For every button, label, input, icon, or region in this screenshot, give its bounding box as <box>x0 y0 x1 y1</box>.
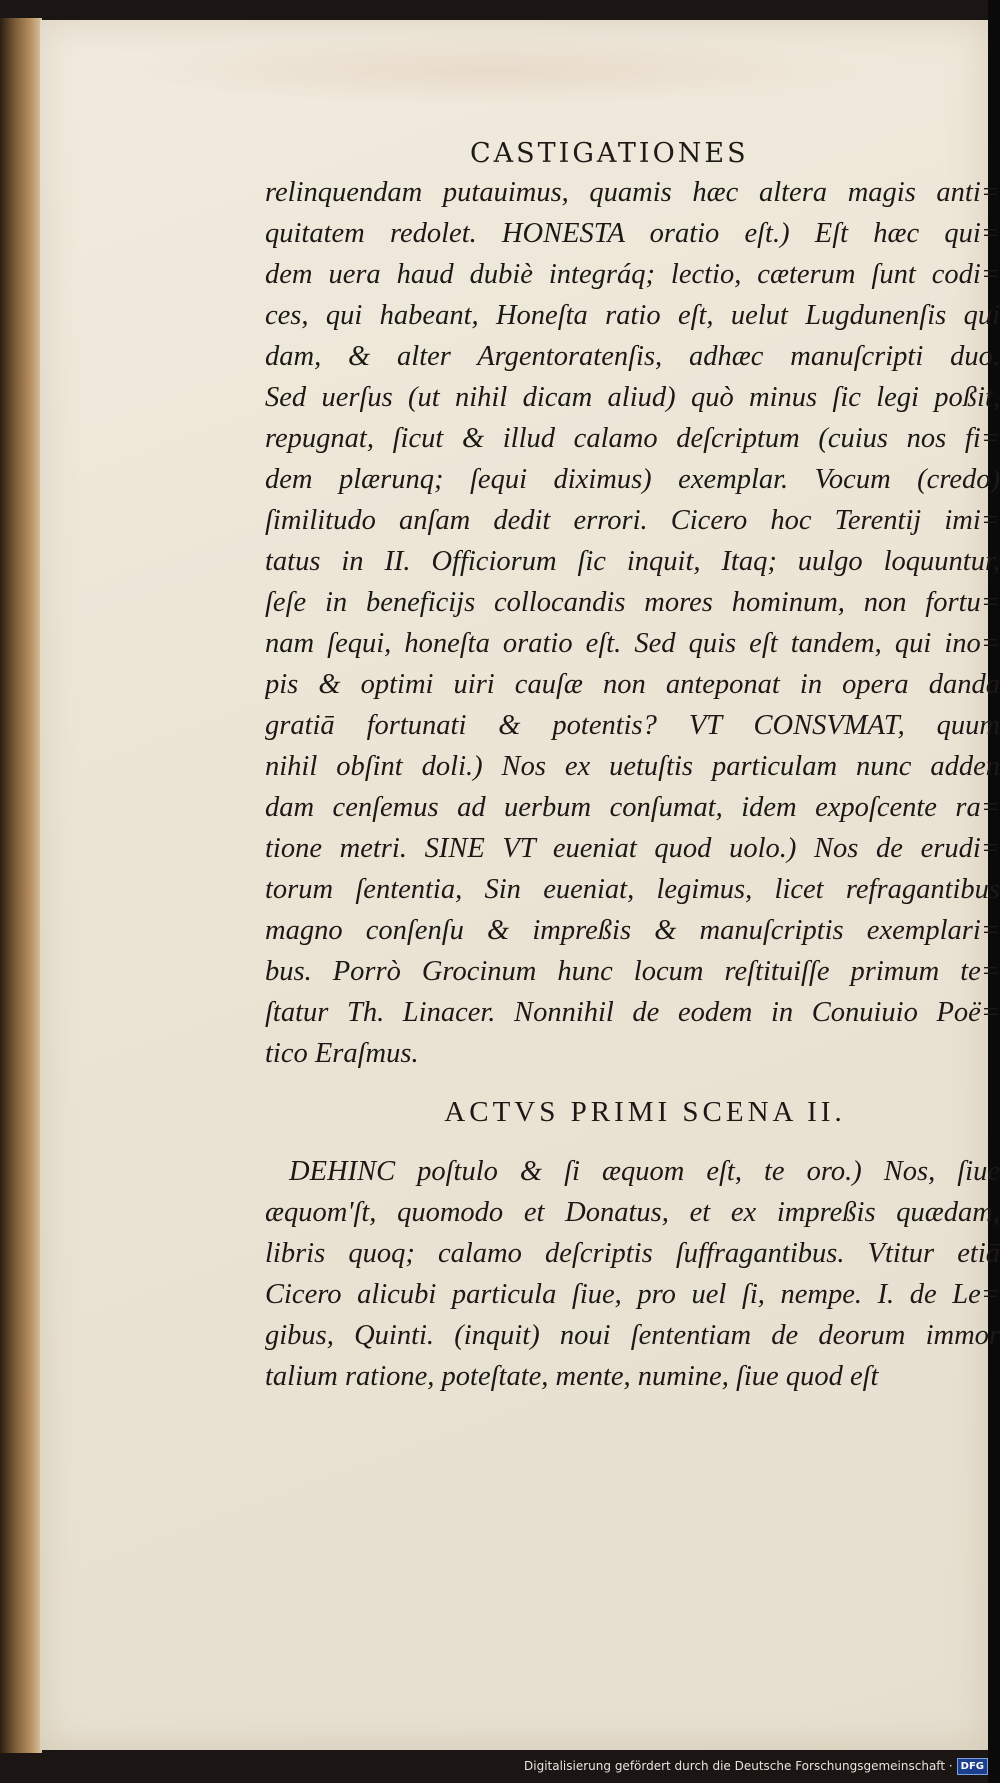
text-line: gratiā fortunati & potentis? VT CONSVMAT, quum <box>265 710 1000 741</box>
footer-credit <box>524 1755 988 1777</box>
footer-text: Digitalisierung gefördert durch die Deutsche Forschungsgemeinschaft · <box>524 1759 953 1773</box>
text-line: bus. Porrò Grocinum hunc locum reſtituiſſe primum te= <box>265 956 1000 987</box>
text-line: Cicero alicubi particula ſiue, pro uel ſi, nempe. I. de Le= <box>265 1279 1000 1310</box>
commentary-part-2 <box>265 1151 1000 1397</box>
text-line: ſeſe in beneficijs collocandis mores hominum, non fortu= <box>265 587 1000 618</box>
text-line: ces, qui habeant, Honeſta ratio eſt, uelut Lugdunenſis qui <box>265 300 1000 331</box>
text-line: gibus, Quinti. (inquit) noui ſententiam de deorum immor <box>265 1320 1000 1351</box>
scene-heading: ACTVS PRIMI SCENA II. <box>444 1096 846 1128</box>
text-line: libris quoq; calamo deſcriptis ſuffragantibus. Vtitur etiā <box>265 1238 1000 1269</box>
text-line: repugnat, ſicut & illud calamo deſcriptum (cuius nos fi= <box>265 423 1000 454</box>
book-page <box>40 20 1000 1750</box>
text-line: dam cenſemus ad uerbum conſumat, idem expoſcente ra= <box>265 792 1000 823</box>
text-line: ſtatur Th. Linacer. Nonnihil de eodem in Conuiuio Poë= <box>265 997 1000 1028</box>
text-line: nihil obſint doli.) Nos ex uetuſtis particulam nunc adden <box>265 751 1000 782</box>
text-line: ſimilitudo anſam dedit errori. Cicero hoc Terentij imi= <box>265 505 1000 536</box>
text-line: dam, & alter Argentoratenſis, adhæc manuſcripti duo. <box>265 341 1000 372</box>
text-line: tatus in II. Officiorum ſic inquit, Itaq; uulgo loquuntur, <box>265 546 1000 577</box>
text-line: dem plærunq; ſequi diximus) exemplar. Vocum (credo) <box>265 464 1000 495</box>
running-head: CASTIGATIONES <box>470 138 749 169</box>
text-line: tione metri. SINE VT eueniat quod uolo.) Nos de erudi= <box>265 833 1000 864</box>
text-line: DEHINC poſtulo & ſi æquom eſt, te oro.) Nos, ſiue <box>289 1156 1000 1187</box>
text-line: quitatem redolet. HONESTA oratio eſt.) Eſt hæc qui= <box>265 218 1000 249</box>
book-spine-edge <box>0 18 42 1753</box>
text-line: relinquendam putauimus, quamis hæc altera magis anti= <box>265 177 1000 208</box>
text-line: nam ſequi, honeſta oratio eſt. Sed quis eſt tandem, qui ino= <box>265 628 1000 659</box>
text-line: pis & optimi uiri cauſæ non anteponat in opera danda <box>265 669 1000 700</box>
text-block <box>265 172 1000 1397</box>
dfg-logo: DFG <box>957 1758 988 1775</box>
text-line: magno conſenſu & impreßis & manuſcriptis exemplari= <box>265 915 1000 946</box>
text-line: æquom'ſt, quomodo et Donatus, et ex impreßis quædam, <box>265 1197 1000 1228</box>
text-line: Sed uerſus (ut nihil dicam aliud) quò minus ſic legi poßit, <box>265 382 1000 413</box>
text-line: dem uera haud dubiè integráq; lectio, cæterum ſunt codi= <box>265 259 1000 290</box>
text-line: torum ſententia, Sin eueniat, legimus, licet refragantibus <box>265 874 1000 905</box>
commentary-part-1 <box>265 172 1000 1074</box>
text-line: talium ratione, poteſtate, mente, numine, ſiue quod eſt <box>265 1361 879 1392</box>
text-line: tico Eraſmus. <box>265 1038 419 1069</box>
